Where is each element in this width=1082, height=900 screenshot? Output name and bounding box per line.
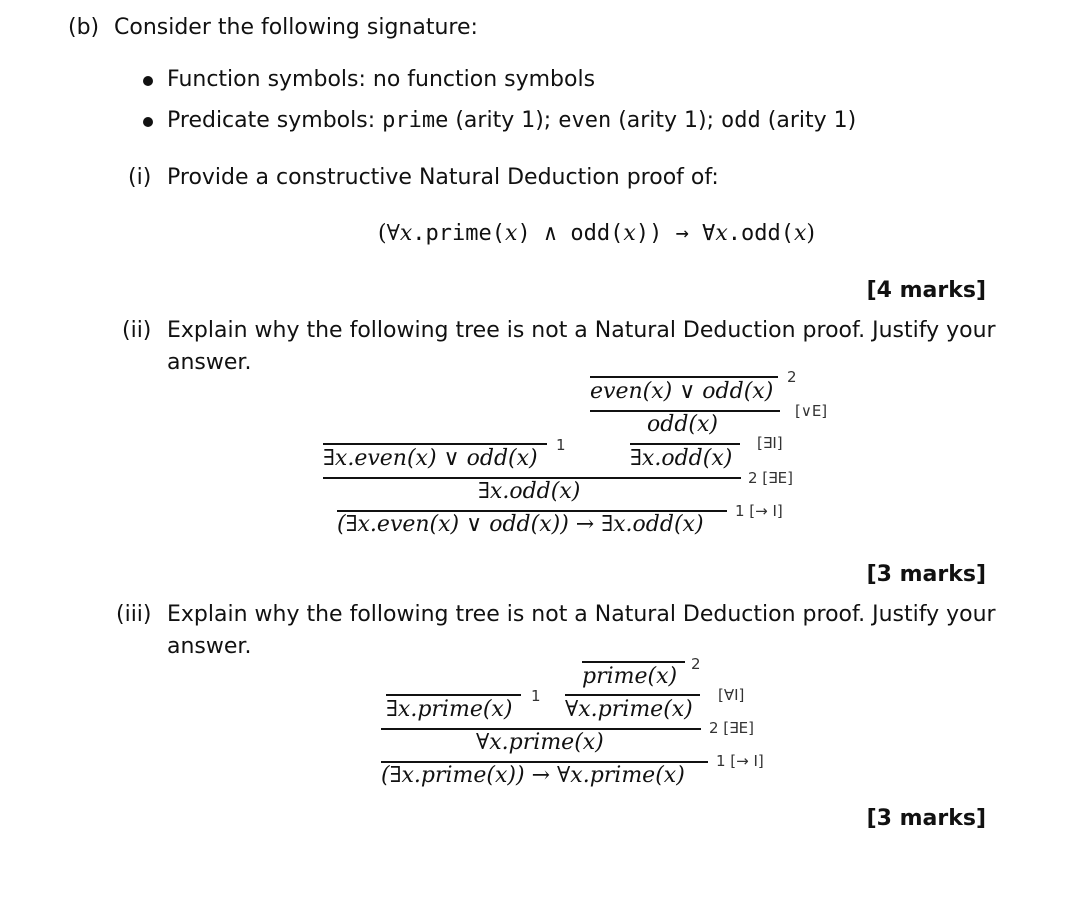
part-ii-marks: [3 marks] bbox=[866, 562, 986, 587]
assumption-tag: 1 bbox=[556, 436, 566, 454]
tree-ii-conclusion: (∃x.even(x) ∨ odd(x)) → ∃x.odd(x) bbox=[337, 512, 704, 537]
rule-forall-intro-label: [∀I] bbox=[718, 686, 745, 704]
part-iii-question-line1: Explain why the following tree is not a Natural Deduction proof. Justify your bbox=[167, 602, 996, 627]
rule-impl-intro-label: 1 [→ I] bbox=[735, 502, 783, 520]
part-iii-marks: [3 marks] bbox=[866, 806, 986, 831]
inference-line bbox=[630, 443, 740, 445]
assumption-tag: 1 bbox=[531, 687, 541, 705]
tree-ii-exists-odd: ∃x.odd(x) bbox=[478, 479, 581, 504]
part-ii-question-line2: answer. bbox=[167, 350, 252, 375]
signature-intro: Consider the following signature: bbox=[114, 15, 478, 40]
rule-exists-elim-label: 2 [∃E] bbox=[709, 719, 754, 737]
assumption-line bbox=[590, 376, 778, 378]
assumption-line bbox=[582, 661, 685, 663]
tree-iii-conclusion: (∃x.prime(x)) → ∀x.prime(x) bbox=[381, 763, 685, 788]
rule-exists-elim-label: 2 [∃E] bbox=[748, 469, 793, 487]
part-i-formula: (∀x.prime(x) ∧ odd(x)) → ∀x.odd(x) bbox=[378, 221, 815, 246]
rule-or-elim-label: [∨E] bbox=[795, 402, 828, 420]
tree-ii-hyp-even-or-odd: even(x) ∨ odd(x) bbox=[590, 379, 774, 404]
tree-iii-hyp-prime-x: prime(x) bbox=[582, 664, 678, 689]
rule-exists-intro-label: [∃I] bbox=[757, 434, 783, 452]
part-i-question: Provide a constructive Natural Deduction proof of: bbox=[167, 165, 719, 190]
part-i-marks: [4 marks] bbox=[866, 278, 986, 303]
part-iii-question-line2: answer. bbox=[167, 634, 252, 659]
tree-ii-exists-odd-right: ∃x.odd(x) bbox=[630, 446, 733, 471]
rule-impl-intro-label: 1 [→ I] bbox=[716, 752, 764, 770]
tree-iii-hyp-exists-prime: ∃x.prime(x) bbox=[386, 697, 513, 722]
bullet-dot bbox=[143, 117, 153, 127]
part-i-label: (i) bbox=[128, 165, 152, 190]
tree-ii-hyp-exists-even-or-odd: ∃x.even(x) ∨ odd(x) bbox=[323, 446, 538, 471]
tree-iii-forall-prime-right: ∀x.prime(x) bbox=[565, 697, 693, 722]
part-iii-label: (iii) bbox=[116, 602, 152, 627]
part-ii-question-line1: Explain why the following tree is not a Natural Deduction proof. Justify your bbox=[167, 318, 996, 343]
part-b-label: (b) bbox=[68, 15, 100, 40]
part-ii-label: (ii) bbox=[122, 318, 152, 343]
assumption-tag: 2 bbox=[787, 368, 797, 386]
bullet-dot bbox=[143, 76, 153, 86]
tree-ii-odd-x: odd(x) bbox=[647, 412, 718, 437]
bullet-predicate-symbols: Predicate symbols: prime (arity 1); even (arity 1); odd (arity 1) bbox=[167, 108, 857, 133]
tree-iii-forall-prime-mid: ∀x.prime(x) bbox=[476, 730, 604, 755]
bullet-function-symbols: Function symbols: no function symbols bbox=[167, 67, 596, 92]
assumption-tag: 2 bbox=[691, 655, 701, 673]
inference-line bbox=[565, 694, 700, 696]
assumption-line bbox=[323, 443, 547, 445]
assumption-line bbox=[386, 694, 521, 696]
